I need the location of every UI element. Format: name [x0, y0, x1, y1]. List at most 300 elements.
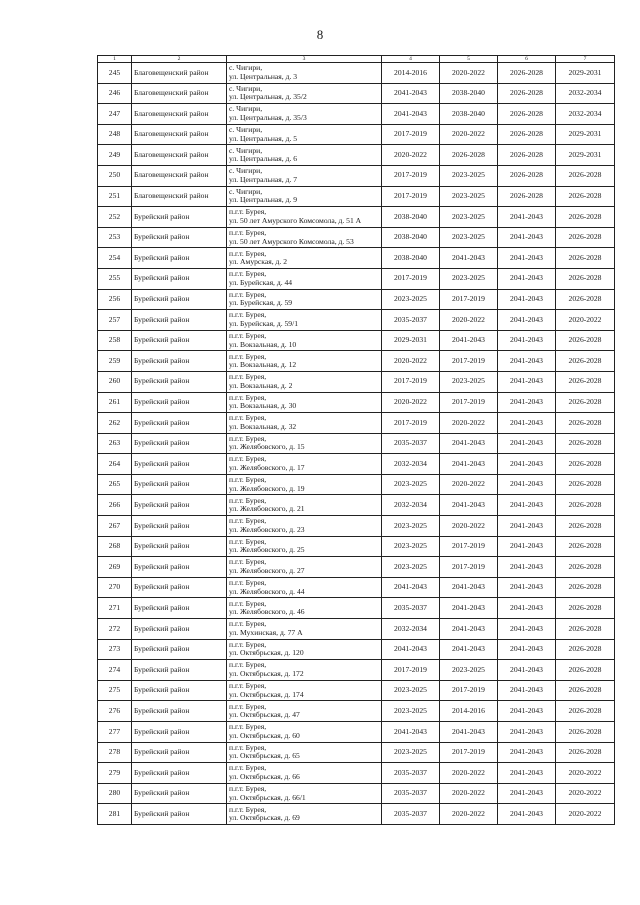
- district-cell: Бурейский район: [132, 474, 227, 495]
- table-row: [98, 536, 615, 557]
- table-row: [98, 474, 615, 495]
- address-cell: [227, 495, 382, 516]
- address-cell: [227, 804, 382, 825]
- period-col4-cell: 2035-2037: [382, 783, 440, 804]
- address-street: ул. Центральная, д. 7: [229, 174, 298, 184]
- table-row: [98, 742, 615, 763]
- period-col5-cell: 2017-2019: [440, 742, 498, 763]
- row-number-cell: 256: [98, 289, 132, 310]
- period-col4-cell: 2020-2022: [382, 392, 440, 413]
- row-number-cell: 245: [98, 63, 132, 84]
- address-cell: [227, 392, 382, 413]
- column-number: 3: [227, 56, 382, 63]
- row-number-cell: 280: [98, 783, 132, 804]
- period-col6-cell: 2041-2043: [498, 804, 556, 825]
- page-number: 8: [316, 27, 324, 42]
- period-col5-cell: 2023-2025: [440, 207, 498, 228]
- address-locality: п.г.т. Бурея,: [229, 557, 267, 567]
- row-number-cell: 273: [98, 639, 132, 660]
- row-number-cell: 265: [98, 474, 132, 495]
- period-col6-cell: 2041-2043: [498, 783, 556, 804]
- row-number-cell: 272: [98, 619, 132, 640]
- address-street: ул. Желябовского, д. 25: [229, 545, 305, 555]
- district-cell: Бурейский район: [132, 619, 227, 640]
- table-row: [98, 165, 615, 186]
- row-number-cell: 268: [98, 536, 132, 557]
- period-col4-cell: 2023-2025: [382, 557, 440, 578]
- table-row: [98, 268, 615, 289]
- row-number-cell: 274: [98, 660, 132, 681]
- period-col7-cell: 2026-2028: [556, 433, 615, 454]
- period-col4-cell: 2023-2025: [382, 474, 440, 495]
- period-col7-cell: 2026-2028: [556, 495, 615, 516]
- address-street: ул. Октябрьская, д. 47: [229, 710, 300, 720]
- address-locality: п.г.т. Бурея,: [229, 248, 267, 258]
- row-number-cell: 261: [98, 392, 132, 413]
- address-cell: [227, 660, 382, 681]
- period-col4-cell: 2017-2019: [382, 124, 440, 145]
- address-cell: [227, 310, 382, 331]
- table-row: [98, 701, 615, 722]
- period-col7-cell: 2020-2022: [556, 804, 615, 825]
- address-street: ул. Желябовского, д. 46: [229, 607, 305, 617]
- table-row: [98, 413, 615, 434]
- address-street: ул. Желябовского, д. 17: [229, 463, 305, 473]
- row-number-cell: 259: [98, 351, 132, 372]
- district-cell: Бурейский район: [132, 783, 227, 804]
- table-header: [98, 56, 615, 63]
- period-col4-cell: 2023-2025: [382, 680, 440, 701]
- district-cell: Бурейский район: [132, 577, 227, 598]
- period-col5-cell: 2017-2019: [440, 351, 498, 372]
- address-street: ул. Вокзальная, д. 12: [229, 360, 297, 370]
- district-cell: Благовещенский район: [132, 104, 227, 125]
- period-col7-cell: 2026-2028: [556, 289, 615, 310]
- address-street: ул. Октябрьская, д. 172: [229, 669, 304, 679]
- table-row: [98, 454, 615, 475]
- period-col7-cell: 2026-2028: [556, 351, 615, 372]
- period-col5-cell: 2020-2022: [440, 413, 498, 434]
- row-number-cell: 246: [98, 83, 132, 104]
- period-col4-cell: 2041-2043: [382, 577, 440, 598]
- address-locality: п.г.т. Бурея,: [229, 495, 267, 505]
- period-col4-cell: 2017-2019: [382, 268, 440, 289]
- period-col7-cell: 2029-2031: [556, 63, 615, 84]
- address-locality: п.г.т. Бурея,: [229, 433, 267, 443]
- address-locality: с. Чигири,: [229, 166, 263, 176]
- table-row: [98, 495, 615, 516]
- table-row: [98, 104, 615, 125]
- period-col5-cell: 2023-2025: [440, 165, 498, 186]
- address-street: ул. Октябрьская, д. 174: [229, 689, 304, 699]
- table-row: [98, 783, 615, 804]
- period-col5-cell: 2017-2019: [440, 289, 498, 310]
- row-number-cell: 281: [98, 804, 132, 825]
- address-cell: [227, 351, 382, 372]
- table-row: [98, 577, 615, 598]
- period-col7-cell: 2026-2028: [556, 557, 615, 578]
- address-locality: п.г.т. Бурея,: [229, 639, 267, 649]
- address-cell: [227, 639, 382, 660]
- period-col6-cell: 2041-2043: [498, 227, 556, 248]
- period-col5-cell: 2026-2028: [440, 145, 498, 166]
- row-number-cell: 255: [98, 268, 132, 289]
- table-row: [98, 227, 615, 248]
- address-locality: с. Чигири,: [229, 145, 263, 155]
- address-street: ул. Октябрьская, д. 66: [229, 771, 300, 781]
- table-row: [98, 680, 615, 701]
- period-col4-cell: 2032-2034: [382, 619, 440, 640]
- address-cell: [227, 330, 382, 351]
- table-row: [98, 83, 615, 104]
- period-col6-cell: 2041-2043: [498, 598, 556, 619]
- period-col4-cell: 2017-2019: [382, 371, 440, 392]
- address-street: ул. Октябрьская, д. 65: [229, 751, 300, 761]
- row-number-cell: 264: [98, 454, 132, 475]
- period-col4-cell: 2035-2037: [382, 310, 440, 331]
- address-cell: [227, 474, 382, 495]
- period-col7-cell: 2026-2028: [556, 186, 615, 207]
- address-locality: с. Чигири,: [229, 63, 263, 73]
- column-number: 6: [498, 56, 556, 63]
- period-col5-cell: 2020-2022: [440, 804, 498, 825]
- district-cell: Бурейский район: [132, 433, 227, 454]
- period-col4-cell: 2017-2019: [382, 186, 440, 207]
- period-col6-cell: 2026-2028: [498, 124, 556, 145]
- period-col7-cell: 2020-2022: [556, 763, 615, 784]
- period-col5-cell: 2020-2022: [440, 783, 498, 804]
- district-cell: Бурейский район: [132, 639, 227, 660]
- period-col6-cell: 2041-2043: [498, 351, 556, 372]
- period-col4-cell: 2032-2034: [382, 495, 440, 516]
- period-col7-cell: 2026-2028: [556, 227, 615, 248]
- address-street: ул. Центральная, д. 3: [229, 71, 298, 81]
- row-number-cell: 253: [98, 227, 132, 248]
- table-row: [98, 186, 615, 207]
- period-col5-cell: 2041-2043: [440, 330, 498, 351]
- period-col4-cell: 2023-2025: [382, 289, 440, 310]
- period-col6-cell: 2026-2028: [498, 104, 556, 125]
- table-row: [98, 392, 615, 413]
- district-cell: Бурейский район: [132, 413, 227, 434]
- address-locality: п.г.т. Бурея,: [229, 516, 267, 526]
- address-cell: [227, 227, 382, 248]
- period-col5-cell: 2017-2019: [440, 680, 498, 701]
- address-cell: [227, 165, 382, 186]
- district-cell: Бурейский район: [132, 701, 227, 722]
- period-col7-cell: 2029-2031: [556, 145, 615, 166]
- period-col4-cell: 2041-2043: [382, 83, 440, 104]
- address-locality: п.г.т. Бурея,: [229, 722, 267, 732]
- period-col5-cell: 2014-2016: [440, 701, 498, 722]
- address-street: ул. Бурейская, д. 59/1: [229, 318, 299, 328]
- address-locality: п.г.т. Бурея,: [229, 742, 267, 752]
- period-col4-cell: 2023-2025: [382, 536, 440, 557]
- address-locality: п.г.т. Бурея,: [229, 619, 267, 629]
- district-cell: Бурейский район: [132, 557, 227, 578]
- address-cell: [227, 124, 382, 145]
- row-number-cell: 260: [98, 371, 132, 392]
- period-col5-cell: 2041-2043: [440, 495, 498, 516]
- period-col7-cell: 2026-2028: [556, 207, 615, 228]
- period-col7-cell: 2032-2034: [556, 104, 615, 125]
- period-col7-cell: 2026-2028: [556, 701, 615, 722]
- address-locality: п.г.т. Бурея,: [229, 536, 267, 546]
- table-row: [98, 351, 615, 372]
- address-street: ул. Центральная, д. 9: [229, 195, 298, 205]
- period-col5-cell: 2041-2043: [440, 454, 498, 475]
- table-row: [98, 722, 615, 743]
- row-number-cell: 262: [98, 413, 132, 434]
- district-cell: Бурейский район: [132, 495, 227, 516]
- column-number: 4: [382, 56, 440, 63]
- address-cell: [227, 598, 382, 619]
- period-col7-cell: 2026-2028: [556, 474, 615, 495]
- address-locality: п.г.т. Бурея,: [229, 330, 267, 340]
- address-street: ул. Желябовского, д. 44: [229, 586, 305, 596]
- district-cell: Благовещенский район: [132, 145, 227, 166]
- period-col5-cell: 2023-2025: [440, 268, 498, 289]
- address-street: ул. Желябовского, д. 15: [229, 442, 305, 452]
- district-cell: Бурейский район: [132, 371, 227, 392]
- district-cell: Бурейский район: [132, 248, 227, 269]
- period-col5-cell: 2023-2025: [440, 227, 498, 248]
- period-col7-cell: 2026-2028: [556, 248, 615, 269]
- address-street: ул. Желябовского, д. 23: [229, 524, 305, 534]
- address-cell: [227, 83, 382, 104]
- period-col7-cell: 2026-2028: [556, 742, 615, 763]
- address-cell: [227, 371, 382, 392]
- row-number-cell: 275: [98, 680, 132, 701]
- district-cell: Бурейский район: [132, 207, 227, 228]
- column-number: 1: [98, 56, 132, 63]
- period-col7-cell: 2026-2028: [556, 454, 615, 475]
- table-row: [98, 63, 615, 84]
- address-locality: с. Чигири,: [229, 124, 263, 134]
- period-col6-cell: 2041-2043: [498, 207, 556, 228]
- address-cell: [227, 742, 382, 763]
- row-number-cell: 263: [98, 433, 132, 454]
- address-cell: [227, 557, 382, 578]
- row-number-cell: 258: [98, 330, 132, 351]
- table-row: [98, 289, 615, 310]
- period-col7-cell: 2026-2028: [556, 619, 615, 640]
- period-col6-cell: 2041-2043: [498, 516, 556, 537]
- address-locality: п.г.т. Бурея,: [229, 783, 267, 793]
- table-row: [98, 433, 615, 454]
- address-locality: п.г.т. Бурея,: [229, 413, 267, 423]
- table-row: [98, 371, 615, 392]
- column-number: 7: [556, 56, 615, 63]
- address-cell: [227, 145, 382, 166]
- address-cell: [227, 207, 382, 228]
- district-cell: Благовещенский район: [132, 83, 227, 104]
- period-col5-cell: 2041-2043: [440, 248, 498, 269]
- period-col4-cell: 2014-2016: [382, 63, 440, 84]
- district-cell: Бурейский район: [132, 680, 227, 701]
- address-locality: п.г.т. Бурея,: [229, 701, 267, 711]
- period-col5-cell: 2020-2022: [440, 763, 498, 784]
- row-number-cell: 257: [98, 310, 132, 331]
- period-col6-cell: 2041-2043: [498, 413, 556, 434]
- address-street: ул. Вокзальная, д. 32: [229, 421, 297, 431]
- row-number-cell: 250: [98, 165, 132, 186]
- district-cell: Бурейский район: [132, 763, 227, 784]
- period-col7-cell: 2026-2028: [556, 680, 615, 701]
- district-cell: Благовещенский район: [132, 124, 227, 145]
- table-row: [98, 763, 615, 784]
- period-col4-cell: 2023-2025: [382, 516, 440, 537]
- row-number-cell: 269: [98, 557, 132, 578]
- period-col6-cell: 2026-2028: [498, 83, 556, 104]
- period-col4-cell: 2035-2037: [382, 598, 440, 619]
- period-col6-cell: 2041-2043: [498, 639, 556, 660]
- address-cell: [227, 248, 382, 269]
- period-col5-cell: 2041-2043: [440, 433, 498, 454]
- address-cell: [227, 413, 382, 434]
- period-col7-cell: 2032-2034: [556, 83, 615, 104]
- address-locality: п.г.т. Бурея,: [229, 269, 267, 279]
- address-street: ул. Октябрьская, д. 120: [229, 648, 304, 658]
- period-col6-cell: 2041-2043: [498, 742, 556, 763]
- period-col5-cell: 2041-2043: [440, 639, 498, 660]
- district-cell: Благовещенский район: [132, 186, 227, 207]
- table-row: [98, 248, 615, 269]
- period-col4-cell: 2032-2034: [382, 454, 440, 475]
- period-col4-cell: 2023-2025: [382, 742, 440, 763]
- address-street: ул. Желябовского, д. 19: [229, 483, 305, 493]
- address-locality: п.г.т. Бурея,: [229, 310, 267, 320]
- address-cell: [227, 701, 382, 722]
- period-col6-cell: 2041-2043: [498, 495, 556, 516]
- period-col6-cell: 2041-2043: [498, 701, 556, 722]
- table-row: [98, 516, 615, 537]
- district-cell: Благовещенский район: [132, 165, 227, 186]
- row-number-cell: 270: [98, 577, 132, 598]
- address-locality: п.г.т. Бурея,: [229, 207, 267, 217]
- period-col5-cell: 2023-2025: [440, 371, 498, 392]
- period-col5-cell: 2041-2043: [440, 577, 498, 598]
- address-cell: [227, 680, 382, 701]
- district-cell: Бурейский район: [132, 289, 227, 310]
- address-street: ул. 50 лет Амурского Комсомола, д. 51 А: [229, 215, 362, 225]
- period-col4-cell: 2023-2025: [382, 701, 440, 722]
- period-col4-cell: 2041-2043: [382, 639, 440, 660]
- period-col6-cell: 2026-2028: [498, 165, 556, 186]
- period-col5-cell: 2041-2043: [440, 722, 498, 743]
- district-cell: Бурейский район: [132, 722, 227, 743]
- row-number-cell: 271: [98, 598, 132, 619]
- district-cell: Бурейский район: [132, 351, 227, 372]
- period-col6-cell: 2026-2028: [498, 145, 556, 166]
- row-number-cell: 266: [98, 495, 132, 516]
- period-col6-cell: 2041-2043: [498, 557, 556, 578]
- period-col6-cell: 2041-2043: [498, 619, 556, 640]
- district-cell: Бурейский район: [132, 536, 227, 557]
- period-col5-cell: 2041-2043: [440, 619, 498, 640]
- table-row: [98, 598, 615, 619]
- table-row: [98, 804, 615, 825]
- address-locality: п.г.т. Бурея,: [229, 598, 267, 608]
- address-locality: п.г.т. Бурея,: [229, 804, 267, 814]
- address-cell: [227, 289, 382, 310]
- table-row: [98, 124, 615, 145]
- address-street: ул. Октябрьская, д. 66/1: [229, 792, 306, 802]
- table-row: [98, 660, 615, 681]
- address-cell: [227, 63, 382, 84]
- row-number-cell: 277: [98, 722, 132, 743]
- column-number-row: [98, 56, 615, 63]
- address-cell: [227, 186, 382, 207]
- address-street: ул. Бурейская, д. 44: [229, 277, 293, 287]
- period-col4-cell: 2038-2040: [382, 227, 440, 248]
- address-cell: [227, 783, 382, 804]
- district-cell: Бурейский район: [132, 804, 227, 825]
- address-street: ул. Центральная, д. 35/3: [229, 112, 307, 122]
- period-col5-cell: 2038-2040: [440, 83, 498, 104]
- address-street: ул. Вокзальная, д. 10: [229, 339, 297, 349]
- address-locality: п.г.т. Бурея,: [229, 681, 267, 691]
- period-col6-cell: 2026-2028: [498, 63, 556, 84]
- period-col4-cell: 2020-2022: [382, 351, 440, 372]
- period-col5-cell: 2020-2022: [440, 474, 498, 495]
- address-street: ул. 50 лет Амурского Комсомола, д. 53: [229, 236, 354, 246]
- period-col4-cell: 2041-2043: [382, 722, 440, 743]
- address-street: ул. Октябрьская, д. 60: [229, 730, 300, 740]
- row-number-cell: 247: [98, 104, 132, 125]
- period-col5-cell: 2020-2022: [440, 310, 498, 331]
- district-cell: Бурейский район: [132, 660, 227, 681]
- period-col6-cell: 2041-2043: [498, 474, 556, 495]
- address-street: ул. Желябовского, д. 21: [229, 504, 305, 514]
- period-col7-cell: 2026-2028: [556, 413, 615, 434]
- address-locality: п.г.т. Бурея,: [229, 227, 267, 237]
- table-row: [98, 207, 615, 228]
- row-number-cell: 248: [98, 124, 132, 145]
- address-locality: п.г.т. Бурея,: [229, 392, 267, 402]
- period-col6-cell: 2041-2043: [498, 248, 556, 269]
- row-number-cell: 252: [98, 207, 132, 228]
- table-body: [98, 63, 615, 825]
- address-street: ул. Центральная, д. 5: [229, 133, 298, 143]
- period-col5-cell: 2020-2022: [440, 124, 498, 145]
- row-number-cell: 279: [98, 763, 132, 784]
- period-col6-cell: 2041-2043: [498, 577, 556, 598]
- table-row: [98, 639, 615, 660]
- table-row: [98, 145, 615, 166]
- period-col7-cell: 2026-2028: [556, 577, 615, 598]
- period-col7-cell: 2026-2028: [556, 722, 615, 743]
- period-col7-cell: 2026-2028: [556, 268, 615, 289]
- period-col5-cell: 2041-2043: [440, 598, 498, 619]
- period-col6-cell: 2041-2043: [498, 289, 556, 310]
- housing-repair-schedule-table: [97, 55, 615, 825]
- period-col6-cell: 2041-2043: [498, 660, 556, 681]
- period-col7-cell: 2026-2028: [556, 598, 615, 619]
- address-street: ул. Желябовского, д. 27: [229, 566, 305, 576]
- address-cell: [227, 433, 382, 454]
- address-locality: п.г.т. Бурея,: [229, 475, 267, 485]
- column-number: 2: [132, 56, 227, 63]
- period-col5-cell: 2017-2019: [440, 392, 498, 413]
- period-col6-cell: 2041-2043: [498, 330, 556, 351]
- row-number-cell: 278: [98, 742, 132, 763]
- address-street: ул. Центральная, д. 6: [229, 154, 298, 164]
- period-col5-cell: 2023-2025: [440, 660, 498, 681]
- period-col7-cell: 2026-2028: [556, 536, 615, 557]
- period-col5-cell: 2020-2022: [440, 516, 498, 537]
- period-col6-cell: 2041-2043: [498, 310, 556, 331]
